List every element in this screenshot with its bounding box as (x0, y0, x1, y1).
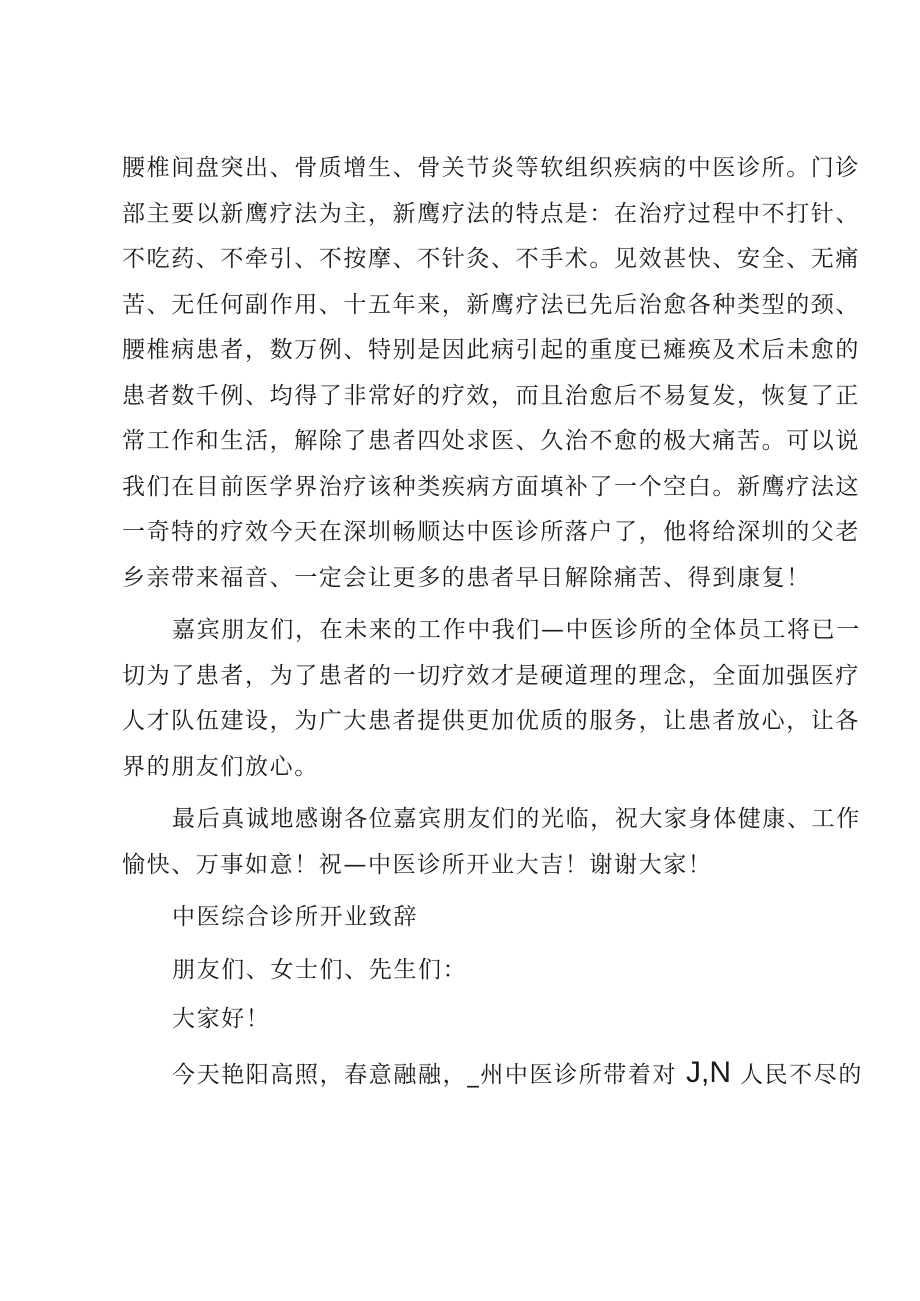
text-line: 最后真诚地感谢各位嘉宾朋友们的光临，祝大家身体健康、工作 (172, 806, 861, 832)
paragraph-thanks (122, 797, 861, 888)
text-line: 嘉宾朋友们，在未来的工作中我们—中医诊所的全体员工将已一 (172, 617, 861, 643)
text-line: 界的朋友们放心。 (122, 753, 319, 780)
opening-line-latin-fragment: J,N (686, 1055, 732, 1089)
greeting: 大家好！ (172, 1006, 271, 1032)
paragraph-gap (122, 601, 820, 608)
text-line: 苦、无任何副作用、十五年来，新鹰疗法已先后治愈各种类型的颈、 (122, 291, 860, 318)
opening-line-part-1: 今天艳阳高照，春意融融，_州中医诊所带着对 (172, 1061, 678, 1088)
salutation: 朋友们、女士们、先生们： (172, 956, 468, 983)
document-body (122, 146, 863, 1095)
text-line: 乡亲带来福音、一定会让更多的患者早日解除痛苦、得到康复！ (122, 564, 811, 591)
text-line: 常工作和生活，解除了患者四处求医、久治不愈的极大痛苦。可以说 (122, 428, 860, 454)
section-heading: 中医综合诊所开业致辞 (172, 904, 418, 930)
text-line: 患者数千例、均得了非常好的疗效，而且治愈后不易复发，恢复了正 (122, 382, 860, 409)
paragraph-gap (122, 790, 820, 797)
paragraph-future-work (122, 608, 861, 790)
text-line: 不吃药、不牵引、不按摩、不针灸、不手术。见效甚快、安全、无痛 (122, 246, 860, 272)
paragraph-gap (122, 888, 820, 895)
text-line: 愉快、万事如意！祝—中医诊所开业大吉！谢谢大家！ (122, 851, 713, 878)
paragraph-gap (122, 941, 820, 948)
paragraph-clinic-introduction (122, 146, 860, 601)
opening-line (122, 1050, 863, 1096)
text-line: 部主要以新鹰疗法为主，新鹰疗法的特点是：在治疗过程中不打针、 (122, 200, 860, 227)
text-line: 我们在目前医学界治疗该种类疾病方面填补了一个空白。新鹰疗法这 (122, 473, 860, 500)
text-line: 切为了患者，为了患者的一切疗效才是硬道理的理念，全面加强医疗 (122, 662, 860, 689)
text-line: 腰椎病患者，数万例、特别是因此病引起的重度已瘫痪及术后未愈的 (122, 337, 860, 363)
paragraph-gap (122, 1043, 820, 1050)
opening-line-part-2: 人民不尽的 (739, 1061, 863, 1088)
text-line: 一奇特的疗效今天在深圳畅顺达中医诊所落户了，他将给深圳的父老 (122, 519, 860, 545)
text-line: 腰椎间盘突出、骨质增生、骨关节炎等软组织疾病的中医诊所。门诊 (122, 155, 860, 181)
text-line: 人才队伍建设，为广大患者提供更加优质的服务，让患者放心，让各 (122, 708, 860, 734)
